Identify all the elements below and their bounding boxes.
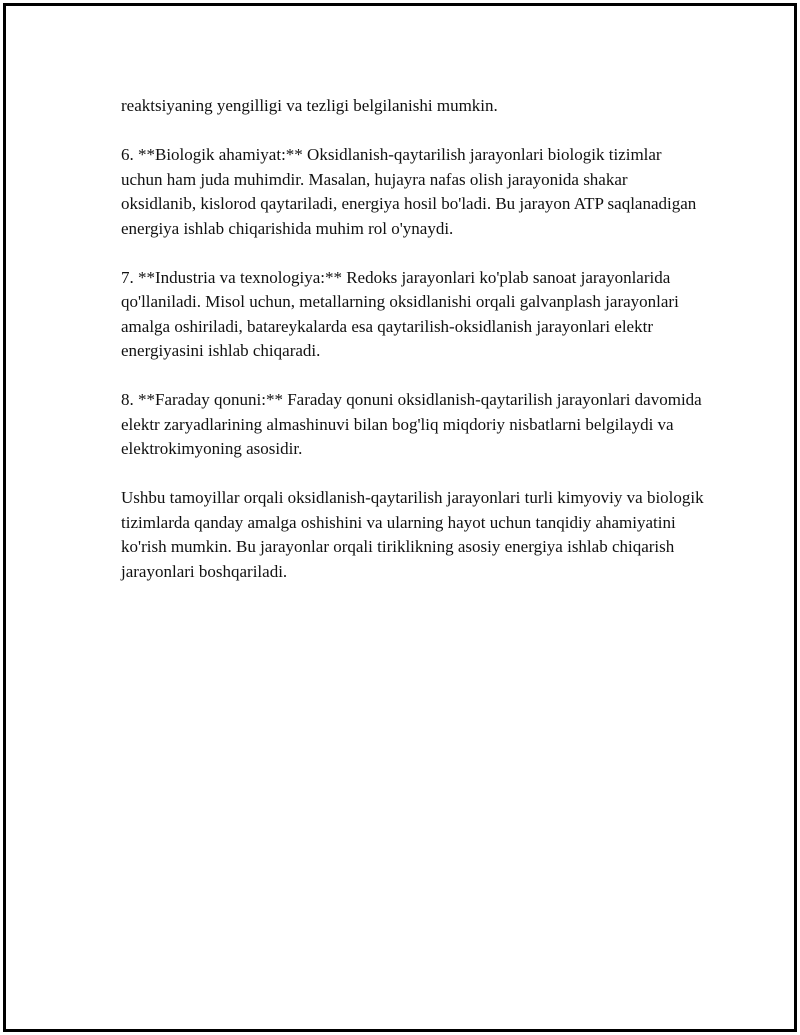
paragraph-conclusion: Ushbu tamoyillar orqali oksidlanish-qaytarilish jarayonlari turli kimyoviy va biologik tizimlarda qanday amalga oshishini va ularning hayot uchun tanqidiy ahamiyatini ko'rish mumkin. Bu jarayonlar orqali tiriklikning asosiy energiya ishlab chiqarish jarayonlari boshqariladi. — [121, 488, 704, 581]
paragraph-faraday-qonuni: 8. **Faraday qonuni:** Faraday qonuni oksidlanish-qaytarilish jarayonlari davomida elektr zaryadlarining almashinuvi bilan bog'liq miqdoriy nisbatlarni belgilaydi va elektrokimyoning asosidir. — [121, 390, 702, 458]
document-body — [121, 94, 706, 609]
paragraph-industria-texnologiya: 7. **Industria va texnologiya:** Redoks jarayonlari ko'plab sanoat jarayonlarida qo'llaniladi. Misol uchun, metallarning oksidlanishi orqali galvanplash jarayonlari amalga oshiriladi, batareykalarda esa qaytarilish-oksidlanish jarayonlari elektr energiyasini ishlab chiqaradi. — [121, 267, 679, 360]
document-page — [3, 3, 797, 1032]
paragraph-continuation: reaktsiyaning yengilligi va tezligi belgilanishi mumkin. — [121, 96, 498, 115]
paragraph-biologik-ahamiyat: 6. **Biologik ahamiyat:** Oksidlanish-qaytarilish jarayonlari biologik tizimlar uchun ham juda muhimdir. Masalan, hujayra nafas olish jarayonida shakar oksidlanib, kislorod qaytariladi, energiya hosil bo'ladi. Bu jarayon ATP saqlanadigan energiya ishlab chiqarishida muhim rol o'ynaydi. — [121, 145, 697, 238]
